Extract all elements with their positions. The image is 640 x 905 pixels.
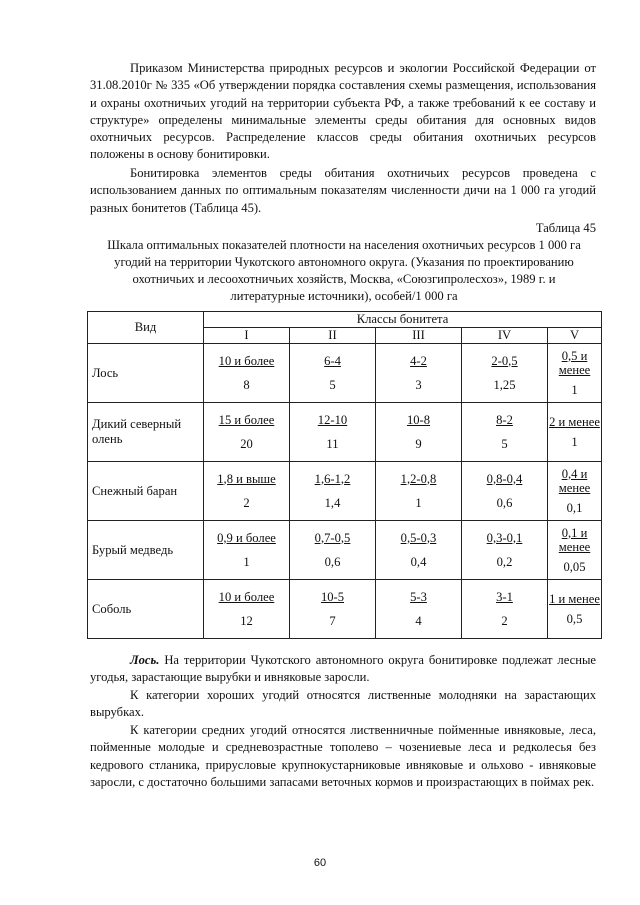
density-optimal: 1 <box>243 554 250 569</box>
density-range: 0,7-0,5 <box>314 530 351 545</box>
density-optimal: 0,05 <box>563 559 586 574</box>
density-cell <box>376 521 462 580</box>
density-range: 3-1 <box>496 589 513 604</box>
density-optimal: 8 <box>243 377 250 392</box>
density-range: 0,8-0,4 <box>486 471 523 486</box>
density-cell <box>548 521 602 580</box>
species-name: Соболь <box>88 580 204 639</box>
density-optimal: 5 <box>329 377 336 392</box>
density-optimal: 1,25 <box>493 377 516 392</box>
density-cell <box>376 580 462 639</box>
density-optimal: 20 <box>240 436 253 451</box>
header-class-3: III <box>376 328 462 344</box>
density-optimal: 5 <box>501 436 508 451</box>
density-optimal: 1 <box>571 382 578 397</box>
density-cell <box>548 403 602 462</box>
table-label: Таблица 45 <box>535 221 596 235</box>
table-row <box>88 462 602 521</box>
density-optimal: 0,1 <box>566 500 583 515</box>
density-range: 0,5-0,3 <box>400 530 437 545</box>
density-range: 0,5 и менее <box>558 348 591 377</box>
density-cell <box>376 344 462 403</box>
density-optimal: 4 <box>415 613 422 628</box>
density-cell <box>290 344 376 403</box>
moose-text: На территории Чукотского автономного округа бонитировке подлежат лесные угодья, зарастающие вырубки и ивняковые заросли. <box>90 653 596 685</box>
table-row <box>88 403 602 462</box>
density-optimal: 0,6 <box>496 495 513 510</box>
density-cell <box>204 462 290 521</box>
header-class-4: IV <box>462 328 548 344</box>
density-range: 1,8 и выше <box>217 471 276 486</box>
density-range: 12-10 <box>317 412 348 427</box>
density-cell <box>204 580 290 639</box>
density-optimal: 0,2 <box>496 554 513 569</box>
body-paragraph-3: К категории средних угодий относятся лиственничные пойменные ивняковые, леса, пойменные молодые и средневозрастные тополево – чозениевые леса и редколесья без кедрового стланика, прирусловые крупнокустарниковые ивняковые и ольхово - ивняковые заросли, с достаточно большими запасами веточных кормов и произрастающих в поймах рек. <box>90 723 596 789</box>
species-name: Дикий северный олень <box>88 403 204 462</box>
density-range: 15 и более <box>218 412 275 427</box>
density-optimal: 1,4 <box>324 495 341 510</box>
density-range: 10 и более <box>218 589 275 604</box>
density-optimal: 1 <box>415 495 422 510</box>
species-name: Лось <box>88 344 204 403</box>
density-cell <box>548 344 602 403</box>
density-range: 1,2-0,8 <box>400 471 437 486</box>
density-cell <box>462 403 548 462</box>
density-cell <box>462 462 548 521</box>
density-range: 0,3-0,1 <box>486 530 523 545</box>
species-name: Снежный баран <box>88 462 204 521</box>
density-cell <box>548 580 602 639</box>
density-cell <box>204 344 290 403</box>
density-range: 10-8 <box>406 412 431 427</box>
table-row <box>88 580 602 639</box>
bonitet-scale-table <box>87 311 602 639</box>
density-optimal: 3 <box>415 377 422 392</box>
table-caption: Шкала оптимальных показателей плотности на населения охотничьих ресурсов 1 000 га угодий на территории Чукотского автономного округа. (Указания по проектированию охотничьих и лесоохотничьих хозяйств, Москва, «Союзгипролесхоз», 1989 г. и литературные источники), особей/1 000 га <box>107 238 581 303</box>
density-optimal: 9 <box>415 436 422 451</box>
density-range: 6-4 <box>324 353 341 368</box>
header-class-1: I <box>204 328 290 344</box>
species-name: Бурый медведь <box>88 521 204 580</box>
body-paragraph-2: К категории хороших угодий относятся лиственные молодняки на зарастающих вырубках. <box>90 688 596 720</box>
header-class-5: V <box>548 328 602 344</box>
density-cell <box>290 521 376 580</box>
density-range: 4-2 <box>410 353 427 368</box>
density-range: 2 и менее <box>549 414 600 429</box>
intro-paragraph-2: Бонитировка элементов среды обитания охотничьих ресурсов проведена с использованием данных по оптимальным показателям численности дичи на 1 000 га угодий разных бонитетов (Таблица 45). <box>90 166 596 215</box>
density-cell <box>204 403 290 462</box>
density-cell <box>204 521 290 580</box>
density-range: 1 и менее <box>549 591 600 606</box>
density-optimal: 11 <box>326 436 339 451</box>
density-range: 10 и более <box>218 353 275 368</box>
density-range: 0,9 и более <box>217 530 276 545</box>
density-range: 10-5 <box>320 589 345 604</box>
density-optimal: 0,4 <box>410 554 427 569</box>
density-optimal: 12 <box>240 613 253 628</box>
density-cell <box>376 462 462 521</box>
density-cell <box>290 580 376 639</box>
density-cell <box>376 403 462 462</box>
density-range: 0,1 и менее <box>558 525 591 554</box>
density-optimal: 0,6 <box>324 554 341 569</box>
density-cell <box>548 462 602 521</box>
density-optimal: 2 <box>501 613 508 628</box>
density-cell <box>290 403 376 462</box>
moose-paragraph <box>90 652 596 687</box>
density-optimal: 0,5 <box>566 611 583 626</box>
density-optimal: 2 <box>243 495 250 510</box>
header-classes: Классы бонитета <box>204 312 602 328</box>
intro-paragraph-1: Приказом Министерства природных ресурсов и экологии Российской Федерации от 31.08.2010г № 335 «Об утверждении порядка составления схемы размещения, использования и охраны охотничьих угодий на территории субъекта РФ, а также требований к ее составу и структуре» определены минимальные элементы среды обитания для основных видов охотничьих ресурсов. Распределение классов среды обитания охотничьих ресурсов положены в основу бонитировки. <box>90 61 596 162</box>
density-range: 0,4 и менее <box>558 466 591 495</box>
table-row <box>88 521 602 580</box>
density-cell <box>462 344 548 403</box>
table-row <box>88 344 602 403</box>
density-range: 5-3 <box>410 589 427 604</box>
header-species: Вид <box>88 312 204 344</box>
density-range: 8-2 <box>496 412 513 427</box>
density-cell <box>462 521 548 580</box>
page-number: 60 <box>313 857 327 869</box>
density-range: 2-0,5 <box>491 353 518 368</box>
moose-label: Лось. <box>130 653 160 667</box>
density-optimal: 1 <box>571 434 578 449</box>
density-cell <box>290 462 376 521</box>
density-optimal: 7 <box>329 613 336 628</box>
header-class-2: II <box>290 328 376 344</box>
density-range: 1,6-1,2 <box>314 471 351 486</box>
density-cell <box>462 580 548 639</box>
